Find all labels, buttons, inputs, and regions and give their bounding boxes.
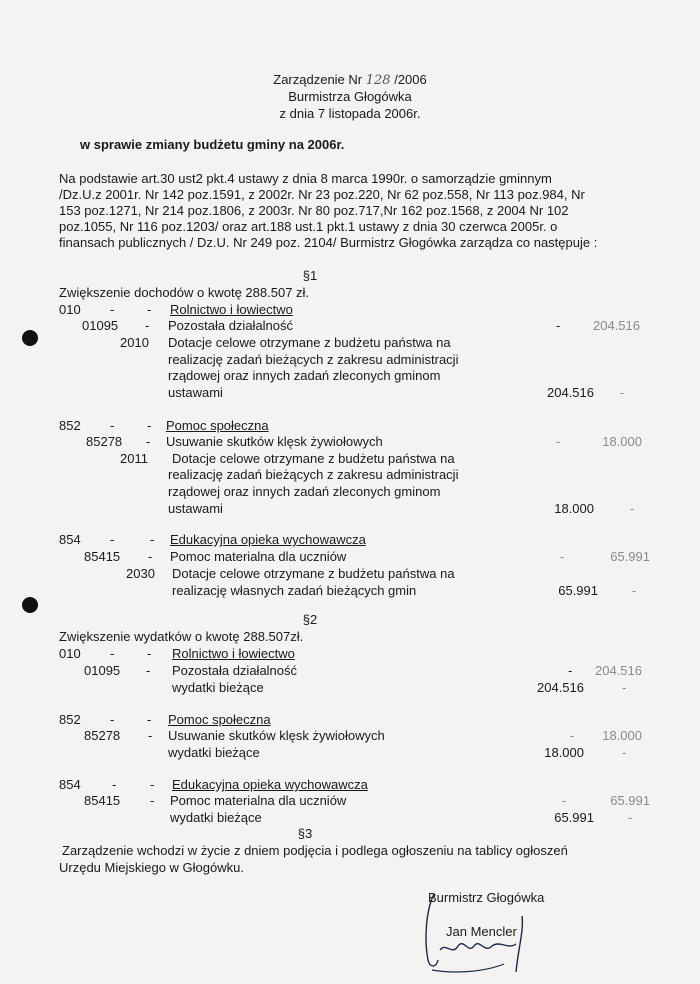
section-1-mark: §1 [302, 268, 318, 283]
paragraf-text-line: Dotacje celowe otrzymane z budżetu państwa na [172, 566, 455, 581]
rozdzial-amount: 65.991 [610, 549, 650, 564]
preamble-line-2: /Dz.U.z 2001r. Nr 142 poz.1591, z 2002r. Nr 23 poz.220, Nr 62 poz.558, Nr 113 poz.984, Nr [59, 187, 585, 202]
preamble-line-3: 153 poz.1271, Nr 214 poz.1806, z 2003r. Nr 80 poz.717,Nr 162 poz.1568, z 2004 Nr 102 [59, 203, 569, 218]
dash: - [146, 663, 151, 678]
sub-item-label: wydatki bieżące [172, 680, 264, 695]
paragraf-text-line: rządowej oraz innych zadań zleconych gminom [168, 484, 441, 499]
section-2-title: Zwiększenie wydatków o kwotę 288.507zł. [59, 629, 304, 644]
paragraf-text-line: Dotacje celowe otrzymane z budżetu państwa na [172, 451, 455, 466]
dash: - [632, 583, 637, 598]
dash: - [628, 810, 633, 825]
rozdzial-code: 01095 [82, 318, 119, 333]
dash: - [570, 728, 575, 743]
rozdzial-name: Pozostała działalność [172, 663, 298, 678]
dash: - [110, 712, 115, 727]
paragraf-amount: 204.516 [547, 385, 594, 400]
paragraf-amount: 65.991 [558, 583, 598, 598]
rozdzial-name: Pozostała działalność [168, 318, 294, 333]
paragraf-text-line: ustawami [168, 385, 223, 400]
dash: - [147, 712, 152, 727]
rozdzial-amount: 204.516 [593, 318, 640, 333]
dash: - [150, 532, 155, 547]
rozdzial-name: Pomoc materialna dla uczniów [170, 793, 347, 808]
preamble-line-5: finansach publicznych / Dz.U. Nr 249 poz. 2104/ Burmistrz Głogówka zarządza co następuje : [59, 235, 598, 250]
rozdzial-amount: 18.000 [602, 434, 642, 449]
dzial-code: 852 [59, 712, 81, 727]
dash: - [150, 777, 155, 792]
paragraf-amount: 18.000 [554, 501, 594, 516]
dzial-name: Edukacyjna opieka wychowawcza [170, 532, 366, 547]
dash: - [560, 549, 565, 564]
dash: - [110, 646, 115, 661]
section-3-line-2: Urzędu Miejskiego w Głogówku. [59, 860, 244, 875]
dzial-code: 010 [59, 302, 81, 317]
rozdzial-code: 85278 [84, 728, 121, 743]
sub-item-amount: 65.991 [554, 810, 594, 825]
dash: - [110, 418, 115, 433]
preamble-line-1: Na podstawie art.30 ust2 pkt.4 ustawy z dnia 8 marca 1990r. o samorządzie gminnym [59, 171, 552, 186]
dzial-name: Pomoc społeczna [168, 712, 271, 727]
rozdzial-name: Usuwanie skutków klęsk żywiołowych [168, 728, 385, 743]
header-line-1: Zarządzenie Nr 128 /2006 [273, 72, 427, 88]
dash: - [147, 418, 152, 433]
dzial-code: 854 [59, 777, 81, 792]
header-line-2: Burmistrza Głogówka [288, 89, 412, 104]
dzial-name: Pomoc społeczna [166, 418, 269, 433]
paragraf-text-line: realizację własnych zadań bieżących gmin [172, 583, 417, 598]
paragraf-text-line: Dotacje celowe otrzymane z budżetu państwa na [168, 335, 451, 350]
dash: - [150, 793, 155, 808]
handwritten-signature [404, 890, 544, 980]
dzial-name: Edukacyjna opieka wychowawcza [172, 777, 368, 792]
section-1-title: Zwiększenie dochodów o kwotę 288.507 zł. [59, 285, 310, 300]
dash: - [622, 745, 627, 760]
section-3-mark: §3 [297, 826, 313, 841]
signature-name: Jan Mencler [446, 924, 517, 939]
section-3-line-1: Zarządzenie wchodzi w życie z dniem podjęcia i podlega ogłoszeniu na tablicy ogłoszeń [62, 843, 568, 858]
sub-item-label: wydatki bieżące [170, 810, 262, 825]
dzial-code: 854 [59, 532, 81, 547]
rozdzial-code: 85415 [84, 549, 121, 564]
paragraf-text-line: realizację zadań bieżących z zakresu administracji [168, 352, 459, 367]
section-2-mark: §2 [302, 612, 318, 627]
dash: - [556, 434, 561, 449]
rozdzial-code: 01095 [84, 663, 121, 678]
rozdzial-code: 85278 [86, 434, 123, 449]
handwritten-number: 128 [365, 73, 391, 88]
sub-item-amount: 204.516 [537, 680, 584, 695]
dash: - [562, 793, 567, 808]
dash: - [147, 646, 152, 661]
dash: - [147, 302, 152, 317]
paragraf-text-line: ustawami [168, 501, 223, 516]
dzial-name: Rolnictwo i łowiectwo [172, 646, 295, 661]
punch-hole-bottom [22, 597, 38, 613]
dash: - [110, 302, 115, 317]
dzial-name: Rolnictwo i łowiectwo [170, 302, 293, 317]
rozdzial-amount: 204.516 [595, 663, 642, 678]
punch-hole-top [22, 330, 38, 346]
paragraf-text-line: realizację zadań bieżących z zakresu administracji [168, 467, 459, 482]
dash: - [620, 385, 625, 400]
paragraf-code: 2010 [120, 335, 149, 350]
dash: - [148, 728, 153, 743]
rozdzial-code: 85415 [84, 793, 121, 808]
dash: - [112, 777, 117, 792]
dash: - [110, 532, 115, 547]
dzial-code: 852 [59, 418, 81, 433]
paragraf-code: 2011 [120, 451, 148, 466]
dash: - [556, 318, 561, 333]
document-subject: w sprawie zmiany budżetu gminy na 2006r. [80, 137, 345, 152]
signature-title: Burmistrz Głogówka [428, 890, 545, 905]
paragraf-code: 2030 [126, 566, 155, 581]
rozdzial-amount: 18.000 [602, 728, 642, 743]
rozdzial-name: Usuwanie skutków klęsk żywiołowych [166, 434, 383, 449]
dash: - [148, 549, 153, 564]
dash: - [630, 501, 635, 516]
dash: - [145, 318, 150, 333]
dash: - [146, 434, 151, 449]
rozdzial-amount: 65.991 [610, 793, 650, 808]
dash: - [568, 663, 573, 678]
preamble-line-4: poz.1055, Nr 116 poz.1203/ oraz art.188 ust.1 pkt.1 ustawy z dnia 30 czerwca 2005r. o [59, 219, 558, 234]
dzial-code: 010 [59, 646, 81, 661]
sub-item-amount: 18.000 [544, 745, 584, 760]
sub-item-label: wydatki bieżące [168, 745, 260, 760]
dash: - [622, 680, 627, 695]
header-line-3: z dnia 7 listopada 2006r. [279, 106, 421, 121]
paragraf-text-line: rządowej oraz innych zadań zleconych gminom [168, 368, 441, 383]
rozdzial-name: Pomoc materialna dla uczniów [170, 549, 347, 564]
